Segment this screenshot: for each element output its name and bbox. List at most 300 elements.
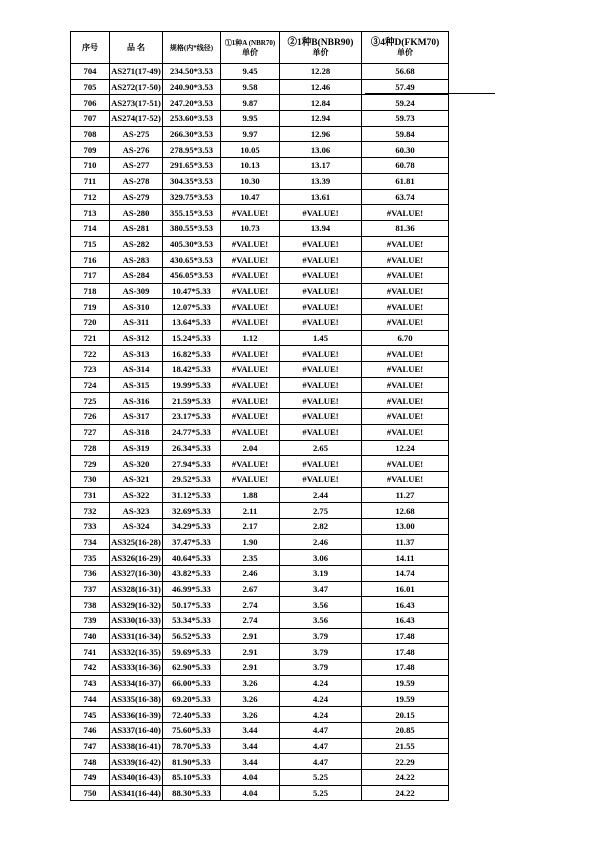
cell-no: 706 [71, 95, 110, 111]
cell-spec: 75.60*5.33 [163, 722, 221, 738]
header-name: 品 名 [110, 32, 163, 64]
cell-name: AS-284 [110, 267, 163, 283]
cell-spec: 15.24*5.33 [163, 330, 221, 346]
cell-no: 725 [71, 393, 110, 409]
cell-name: AS-282 [110, 236, 163, 252]
cell-spec: 31.12*5.33 [163, 487, 221, 503]
table-row [71, 503, 449, 519]
table-row [71, 236, 449, 252]
header-spec: 规格(内*线径) [163, 32, 221, 64]
cell-price-b: 12.96 [280, 126, 362, 142]
cell-no: 749 [71, 769, 110, 785]
table-row [71, 173, 449, 189]
cell-price-d: 59.73 [362, 111, 449, 127]
cell-no: 726 [71, 409, 110, 425]
cell-name: AS340(16-43) [110, 769, 163, 785]
table-row [71, 64, 449, 80]
cell-no: 743 [71, 675, 110, 691]
cell-name: AS-310 [110, 299, 163, 315]
cell-spec: 72.40*5.33 [163, 707, 221, 723]
cell-spec: 32.69*5.33 [163, 503, 221, 519]
header-col-d-title: ③4种D(FKM70) [370, 37, 440, 48]
cell-price-d: 24.22 [362, 785, 449, 801]
cell-price-d: 14.11 [362, 550, 449, 566]
cell-name: AS-312 [110, 330, 163, 346]
cell-price-d: #VALUE! [362, 315, 449, 331]
cell-price-d: 63.74 [362, 189, 449, 205]
cell-price-d: 16.01 [362, 581, 449, 597]
cell-spec: 10.47*5.33 [163, 283, 221, 299]
cell-price-a: 1.88 [221, 487, 280, 503]
cell-price-d: #VALUE! [362, 346, 449, 362]
price-table [70, 31, 449, 801]
cell-price-d: #VALUE! [362, 283, 449, 299]
cell-no: 705 [71, 79, 110, 95]
cell-no: 735 [71, 550, 110, 566]
cell-price-d: 81.36 [362, 220, 449, 236]
cell-price-b: #VALUE! [280, 315, 362, 331]
table-row [71, 644, 449, 660]
cell-spec: 430.65*3.53 [163, 252, 221, 268]
table-row [71, 409, 449, 425]
cell-price-b: #VALUE! [280, 424, 362, 440]
cell-price-b: 13.17 [280, 158, 362, 174]
cell-price-a: #VALUE! [221, 315, 280, 331]
cell-price-b: #VALUE! [280, 299, 362, 315]
cell-name: AS329(16-32) [110, 597, 163, 613]
cell-price-b: 3.79 [280, 644, 362, 660]
cell-spec: 291.65*3.53 [163, 158, 221, 174]
cell-spec: 405.30*3.53 [163, 236, 221, 252]
cell-price-a: 2.91 [221, 660, 280, 676]
cell-no: 748 [71, 754, 110, 770]
cell-name: AS-279 [110, 189, 163, 205]
table-row [71, 581, 449, 597]
cell-no: 747 [71, 738, 110, 754]
cell-price-a: 2.46 [221, 566, 280, 582]
cell-price-d: 16.43 [362, 613, 449, 629]
table-row [71, 362, 449, 378]
cell-price-b: 13.61 [280, 189, 362, 205]
cell-price-d: 17.48 [362, 644, 449, 660]
cell-no: 714 [71, 220, 110, 236]
cell-price-b: #VALUE! [280, 409, 362, 425]
cell-spec: 304.35*3.53 [163, 173, 221, 189]
cell-spec: 50.17*5.33 [163, 597, 221, 613]
cell-spec: 18.42*5.33 [163, 362, 221, 378]
cell-name: AS326(16-29) [110, 550, 163, 566]
cell-price-d: 19.59 [362, 691, 449, 707]
cell-price-d: #VALUE! [362, 362, 449, 378]
cell-price-a: #VALUE! [221, 252, 280, 268]
cell-name: AS-315 [110, 377, 163, 393]
cell-name: AS341(16-44) [110, 785, 163, 801]
cell-price-b: 4.47 [280, 738, 362, 754]
cell-price-a: 2.91 [221, 628, 280, 644]
cell-no: 745 [71, 707, 110, 723]
cell-price-a: 2.91 [221, 644, 280, 660]
cell-spec: 81.90*5.33 [163, 754, 221, 770]
cell-price-d: #VALUE! [362, 377, 449, 393]
cell-no: 704 [71, 64, 110, 80]
cell-price-b: 3.19 [280, 566, 362, 582]
cell-price-a: #VALUE! [221, 236, 280, 252]
cell-price-b: 3.79 [280, 660, 362, 676]
cell-spec: 19.99*5.33 [163, 377, 221, 393]
cell-spec: 66.00*5.33 [163, 675, 221, 691]
cell-name: AS339(16-42) [110, 754, 163, 770]
cell-no: 727 [71, 424, 110, 440]
table-row [71, 769, 449, 785]
cell-name: AS337(16-40) [110, 722, 163, 738]
cell-price-a: 1.12 [221, 330, 280, 346]
cell-price-a: 3.44 [221, 754, 280, 770]
cell-no: 738 [71, 597, 110, 613]
table-row [71, 691, 449, 707]
header-col-d-sub: 单价 [397, 47, 413, 57]
cell-price-d: #VALUE! [362, 409, 449, 425]
table-row [71, 252, 449, 268]
table-row [71, 660, 449, 676]
cell-price-b: #VALUE! [280, 205, 362, 221]
table-row [71, 142, 449, 158]
table-row [71, 393, 449, 409]
cell-price-a: 4.04 [221, 785, 280, 801]
cell-no: 741 [71, 644, 110, 660]
table-row [71, 220, 449, 236]
cell-spec: 27.94*5.33 [163, 456, 221, 472]
cell-name: AS-281 [110, 220, 163, 236]
cell-price-d: 14.74 [362, 566, 449, 582]
header-col-b [280, 32, 362, 64]
cell-price-d: 20.85 [362, 722, 449, 738]
table-row [71, 126, 449, 142]
cell-price-b: 3.47 [280, 581, 362, 597]
cell-price-a: 3.26 [221, 675, 280, 691]
cell-price-b: 4.24 [280, 675, 362, 691]
header-col-a-title: ①1种A (NBR70) [224, 38, 276, 47]
cell-price-a: 1.90 [221, 534, 280, 550]
table-row [71, 440, 449, 456]
table-row [71, 707, 449, 723]
cell-name: AS334(16-37) [110, 675, 163, 691]
cell-price-a: #VALUE! [221, 346, 280, 362]
table-row [71, 267, 449, 283]
cell-price-b: 2.82 [280, 518, 362, 534]
cell-price-d: #VALUE! [362, 252, 449, 268]
cell-name: AS-313 [110, 346, 163, 362]
cell-price-d: 22.29 [362, 754, 449, 770]
cell-price-a: 2.04 [221, 440, 280, 456]
header-no: 序号 [71, 32, 110, 64]
table-row [71, 534, 449, 550]
cell-price-d: #VALUE! [362, 456, 449, 472]
cell-spec: 13.64*5.33 [163, 315, 221, 331]
cell-price-a: 10.05 [221, 142, 280, 158]
cell-name: AS338(16-41) [110, 738, 163, 754]
cell-spec: 253.60*3.53 [163, 111, 221, 127]
cell-price-d: 59.84 [362, 126, 449, 142]
table-row [71, 628, 449, 644]
cell-price-b: 4.24 [280, 691, 362, 707]
cell-spec: 46.99*5.33 [163, 581, 221, 597]
cell-price-a: 4.04 [221, 769, 280, 785]
cell-price-d: 57.49 [362, 79, 449, 95]
table-row [71, 487, 449, 503]
cell-name: AS274(17-52) [110, 111, 163, 127]
table-row [71, 377, 449, 393]
cell-name: AS272(17-50) [110, 79, 163, 95]
cell-price-a: 10.73 [221, 220, 280, 236]
table-row [71, 722, 449, 738]
table-row [71, 346, 449, 362]
cell-price-a: #VALUE! [221, 299, 280, 315]
cell-no: 715 [71, 236, 110, 252]
cell-no: 707 [71, 111, 110, 127]
cell-price-a: 9.95 [221, 111, 280, 127]
cell-spec: 380.55*3.53 [163, 220, 221, 236]
table-row [71, 754, 449, 770]
cell-price-d: 6.70 [362, 330, 449, 346]
header-col-a-sub: 单价 [242, 47, 258, 57]
cell-price-b: 13.06 [280, 142, 362, 158]
cell-price-b: 12.94 [280, 111, 362, 127]
cell-name: AS-323 [110, 503, 163, 519]
cell-price-d: #VALUE! [362, 236, 449, 252]
cell-price-b: #VALUE! [280, 346, 362, 362]
cell-price-d: #VALUE! [362, 205, 449, 221]
cell-spec: 53.34*5.33 [163, 613, 221, 629]
cell-price-a: #VALUE! [221, 471, 280, 487]
cell-name: AS-278 [110, 173, 163, 189]
cell-name: AS-311 [110, 315, 163, 331]
table-row [71, 158, 449, 174]
table-row [71, 675, 449, 691]
cell-name: AS333(16-36) [110, 660, 163, 676]
cell-price-a: 3.44 [221, 738, 280, 754]
cell-price-d: 24.22 [362, 769, 449, 785]
cell-no: 733 [71, 518, 110, 534]
cell-no: 716 [71, 252, 110, 268]
cell-spec: 69.20*5.33 [163, 691, 221, 707]
cell-price-d: 11.37 [362, 534, 449, 550]
cell-name: AS335(16-38) [110, 691, 163, 707]
cell-spec: 21.59*5.33 [163, 393, 221, 409]
cell-price-b: #VALUE! [280, 252, 362, 268]
cell-price-b: #VALUE! [280, 236, 362, 252]
cell-no: 728 [71, 440, 110, 456]
cell-price-b: 5.25 [280, 785, 362, 801]
cell-price-d: 19.59 [362, 675, 449, 691]
cell-name: AS-316 [110, 393, 163, 409]
table-row [71, 95, 449, 111]
cell-no: 750 [71, 785, 110, 801]
cell-no: 731 [71, 487, 110, 503]
cell-no: 708 [71, 126, 110, 142]
cell-price-a: 2.74 [221, 597, 280, 613]
cell-no: 737 [71, 581, 110, 597]
cell-no: 722 [71, 346, 110, 362]
cell-no: 710 [71, 158, 110, 174]
cell-spec: 26.34*5.33 [163, 440, 221, 456]
cell-spec: 278.95*3.53 [163, 142, 221, 158]
table-row [71, 299, 449, 315]
cell-no: 739 [71, 613, 110, 629]
cell-price-b: #VALUE! [280, 377, 362, 393]
table-row [71, 111, 449, 127]
cell-price-a: 9.45 [221, 64, 280, 80]
table-row [71, 613, 449, 629]
cell-no: 719 [71, 299, 110, 315]
cell-price-a: 10.30 [221, 173, 280, 189]
table-row [71, 283, 449, 299]
cell-name: AS-322 [110, 487, 163, 503]
table-row [71, 456, 449, 472]
cell-name: AS-318 [110, 424, 163, 440]
cell-spec: 24.77*5.33 [163, 424, 221, 440]
cell-price-d: 21.55 [362, 738, 449, 754]
stray-line [365, 93, 495, 94]
cell-price-a: 2.11 [221, 503, 280, 519]
cell-no: 734 [71, 534, 110, 550]
cell-no: 723 [71, 362, 110, 378]
cell-price-d: 20.15 [362, 707, 449, 723]
cell-spec: 85.10*5.33 [163, 769, 221, 785]
cell-price-b: 5.25 [280, 769, 362, 785]
cell-price-b: #VALUE! [280, 471, 362, 487]
cell-no: 720 [71, 315, 110, 331]
cell-no: 732 [71, 503, 110, 519]
cell-name: AS328(16-31) [110, 581, 163, 597]
cell-name: AS325(16-28) [110, 534, 163, 550]
table-row [71, 566, 449, 582]
cell-price-b: 12.46 [280, 79, 362, 95]
table-row [71, 785, 449, 801]
cell-price-b: 13.39 [280, 173, 362, 189]
cell-price-a: 2.67 [221, 581, 280, 597]
header-col-d [362, 32, 449, 64]
cell-no: 709 [71, 142, 110, 158]
cell-price-b: 13.94 [280, 220, 362, 236]
cell-price-a: 3.26 [221, 707, 280, 723]
cell-spec: 329.75*3.53 [163, 189, 221, 205]
cell-price-d: #VALUE! [362, 393, 449, 409]
cell-price-d: 13.00 [362, 518, 449, 534]
cell-name: AS-314 [110, 362, 163, 378]
cell-name: AS327(16-30) [110, 566, 163, 582]
cell-price-a: #VALUE! [221, 267, 280, 283]
cell-no: 718 [71, 283, 110, 299]
cell-no: 724 [71, 377, 110, 393]
table-row [71, 205, 449, 221]
cell-name: AS332(16-35) [110, 644, 163, 660]
cell-price-b: #VALUE! [280, 456, 362, 472]
cell-price-b: 2.75 [280, 503, 362, 519]
cell-price-d: 60.30 [362, 142, 449, 158]
cell-price-d: 17.48 [362, 628, 449, 644]
cell-price-b: 4.47 [280, 722, 362, 738]
cell-price-b: 3.79 [280, 628, 362, 644]
cell-price-d: #VALUE! [362, 471, 449, 487]
cell-price-d: 17.48 [362, 660, 449, 676]
cell-price-b: 12.84 [280, 95, 362, 111]
cell-spec: 29.52*5.33 [163, 471, 221, 487]
cell-name: AS-309 [110, 283, 163, 299]
cell-name: AS-320 [110, 456, 163, 472]
cell-price-b: #VALUE! [280, 393, 362, 409]
cell-price-d: 16.43 [362, 597, 449, 613]
cell-price-b: 2.65 [280, 440, 362, 456]
cell-price-b: #VALUE! [280, 267, 362, 283]
cell-no: 744 [71, 691, 110, 707]
table-row [71, 424, 449, 440]
cell-price-a: #VALUE! [221, 424, 280, 440]
table-row [71, 550, 449, 566]
cell-spec: 59.69*5.33 [163, 644, 221, 660]
cell-price-b: 3.06 [280, 550, 362, 566]
cell-spec: 34.29*5.33 [163, 518, 221, 534]
cell-spec: 247.20*3.53 [163, 95, 221, 111]
cell-no: 717 [71, 267, 110, 283]
cell-price-a: 9.97 [221, 126, 280, 142]
cell-name: AS-321 [110, 471, 163, 487]
cell-price-d: 12.68 [362, 503, 449, 519]
table-row [71, 471, 449, 487]
cell-name: AS-280 [110, 205, 163, 221]
cell-price-d: #VALUE! [362, 267, 449, 283]
cell-spec: 12.07*5.33 [163, 299, 221, 315]
cell-no: 712 [71, 189, 110, 205]
cell-price-d: 59.24 [362, 95, 449, 111]
cell-name: AS-283 [110, 252, 163, 268]
cell-price-a: 9.87 [221, 95, 280, 111]
cell-price-b: #VALUE! [280, 283, 362, 299]
table-body [71, 64, 449, 801]
cell-spec: 16.82*5.33 [163, 346, 221, 362]
cell-price-a: #VALUE! [221, 393, 280, 409]
cell-price-d: #VALUE! [362, 424, 449, 440]
cell-name: AS-324 [110, 518, 163, 534]
cell-price-b: 12.28 [280, 64, 362, 80]
cell-name: AS-277 [110, 158, 163, 174]
cell-no: 740 [71, 628, 110, 644]
cell-spec: 40.64*5.33 [163, 550, 221, 566]
cell-price-b: 3.56 [280, 613, 362, 629]
cell-spec: 23.17*5.33 [163, 409, 221, 425]
cell-price-b: 4.47 [280, 754, 362, 770]
cell-no: 729 [71, 456, 110, 472]
cell-spec: 240.90*3.53 [163, 79, 221, 95]
cell-price-d: 11.27 [362, 487, 449, 503]
cell-name: AS271(17-49) [110, 64, 163, 80]
cell-name: AS-319 [110, 440, 163, 456]
cell-price-b: 1.45 [280, 330, 362, 346]
cell-no: 746 [71, 722, 110, 738]
cell-no: 713 [71, 205, 110, 221]
cell-price-d: 61.81 [362, 173, 449, 189]
header-col-a [221, 32, 280, 64]
cell-spec: 234.50*3.53 [163, 64, 221, 80]
cell-price-a: 2.74 [221, 613, 280, 629]
cell-price-a: 3.44 [221, 722, 280, 738]
cell-spec: 355.15*3.53 [163, 205, 221, 221]
cell-spec: 456.05*3.53 [163, 267, 221, 283]
cell-name: AS331(16-34) [110, 628, 163, 644]
cell-price-a: #VALUE! [221, 456, 280, 472]
table-row [71, 738, 449, 754]
cell-name: AS336(16-39) [110, 707, 163, 723]
table-row [71, 518, 449, 534]
